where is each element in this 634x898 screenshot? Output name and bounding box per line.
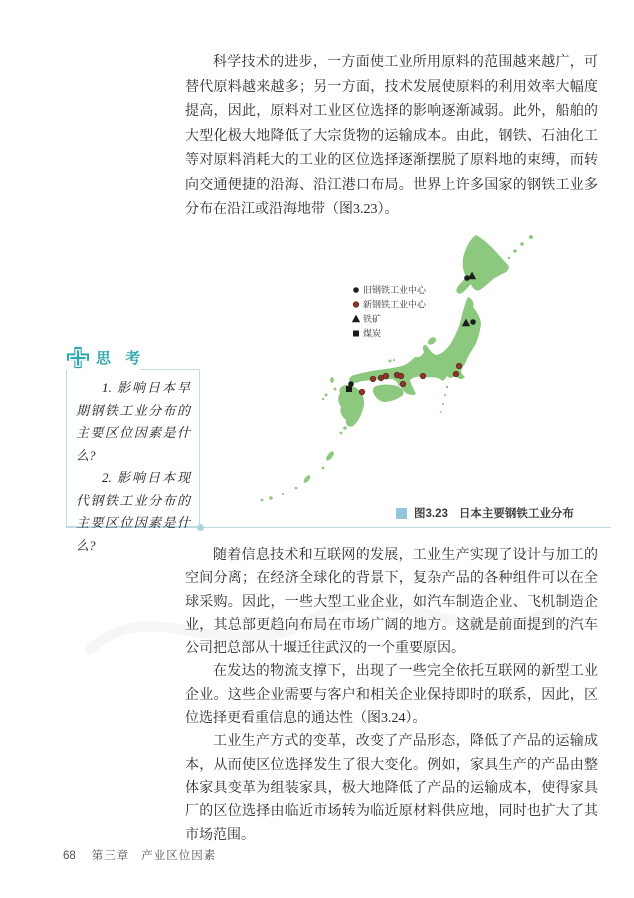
figure-caption bbox=[396, 505, 574, 521]
think-cross-icon bbox=[66, 346, 90, 370]
think-box-title: 思 考 bbox=[96, 350, 146, 367]
paragraph-logistics: 在发达的物流支撑下，出现了一些完全依托互联网的新型工业企业。这些企业需要与客户和相关企业保持即时的联系，因此，区位选择更看重信息的通达性（图3.24）。 bbox=[185, 664, 598, 727]
section-label: 产业区位因素 bbox=[141, 850, 217, 862]
think-box bbox=[66, 345, 200, 553]
figure-caption-label: 图3.23 bbox=[414, 508, 448, 520]
think-box-body bbox=[66, 370, 200, 553]
caption-square-icon bbox=[396, 508, 407, 519]
think-question-1: 1. 影响日本早期钢铁工业分布的主要区位因素是什么? bbox=[76, 380, 190, 463]
legend-label: 煤炭 bbox=[363, 328, 382, 339]
chapter-label: 第三章 bbox=[91, 850, 130, 862]
paragraph-production-change: 工业生产方式的变革，改变了产品形态，降低了产品的运输成本，从而使区位选择发生了很大变化。例如，家具生产的产品由整体家具变革为组装家具，极大地降低了产品的运输成本，使得家具厂的区位选择由临近市场转为临近原材料供应地，同时也扩大了其市场范围。 bbox=[185, 734, 598, 843]
legend-label: 新钢铁工业中心 bbox=[363, 299, 427, 310]
page-footer bbox=[63, 847, 216, 863]
paragraph-raw-materials: 科学技术的进步，一方面使工业所用原料的范围越来越广，可替代原料越来越多；另一方面，技术发展使原料的利用效率大幅度提高，因此，原料对工业区位选择的影响逐渐减弱。此外，船舶的大型化极大地降低了大宗货物的运输成本。由此，钢铁、石油化工等对原料消耗大的工业的区位选择逐渐摆脱了原料地的束缚，而转向交通便捷的沿海、沿江港口布局。世界上许多国家的钢铁工业多分布在沿江或沿海地带（图3.23）。 bbox=[185, 55, 598, 217]
legend-label: 铁矿 bbox=[363, 314, 382, 325]
lower-text-block bbox=[185, 544, 598, 847]
legend-label: 旧钢铁工业中心 bbox=[363, 285, 427, 296]
japan-landmass bbox=[261, 235, 533, 501]
island-honshu bbox=[349, 297, 481, 395]
think-question-2: 2. 影响日本现代钢铁工业分布的主要区位因素是什么? bbox=[76, 470, 190, 553]
island-shikoku bbox=[373, 385, 404, 403]
japan-steel-map bbox=[250, 227, 615, 527]
figure-caption-title: 日本主要钢铁工业分布 bbox=[458, 508, 574, 520]
island-hokkaido bbox=[456, 235, 508, 294]
paragraph-information-tech: 随着信息技术和互联网的发展，工业生产实现了设计与加工的空间分离；在经济全球化的背景下，复杂产品的各种组件可以在全球采购。因此，一些大型工业企业，如汽车制造企业、飞机制造企业，其总部更趋向布局在市场广阔的地方。这就是前面提到的汽车公司把总部从十堰迁往武汉的一个重要原因。 bbox=[185, 548, 598, 657]
think-box-header bbox=[66, 345, 200, 370]
map-legend bbox=[352, 284, 427, 339]
page-number: 68 bbox=[63, 850, 76, 862]
think-box-title-rule bbox=[140, 369, 200, 370]
